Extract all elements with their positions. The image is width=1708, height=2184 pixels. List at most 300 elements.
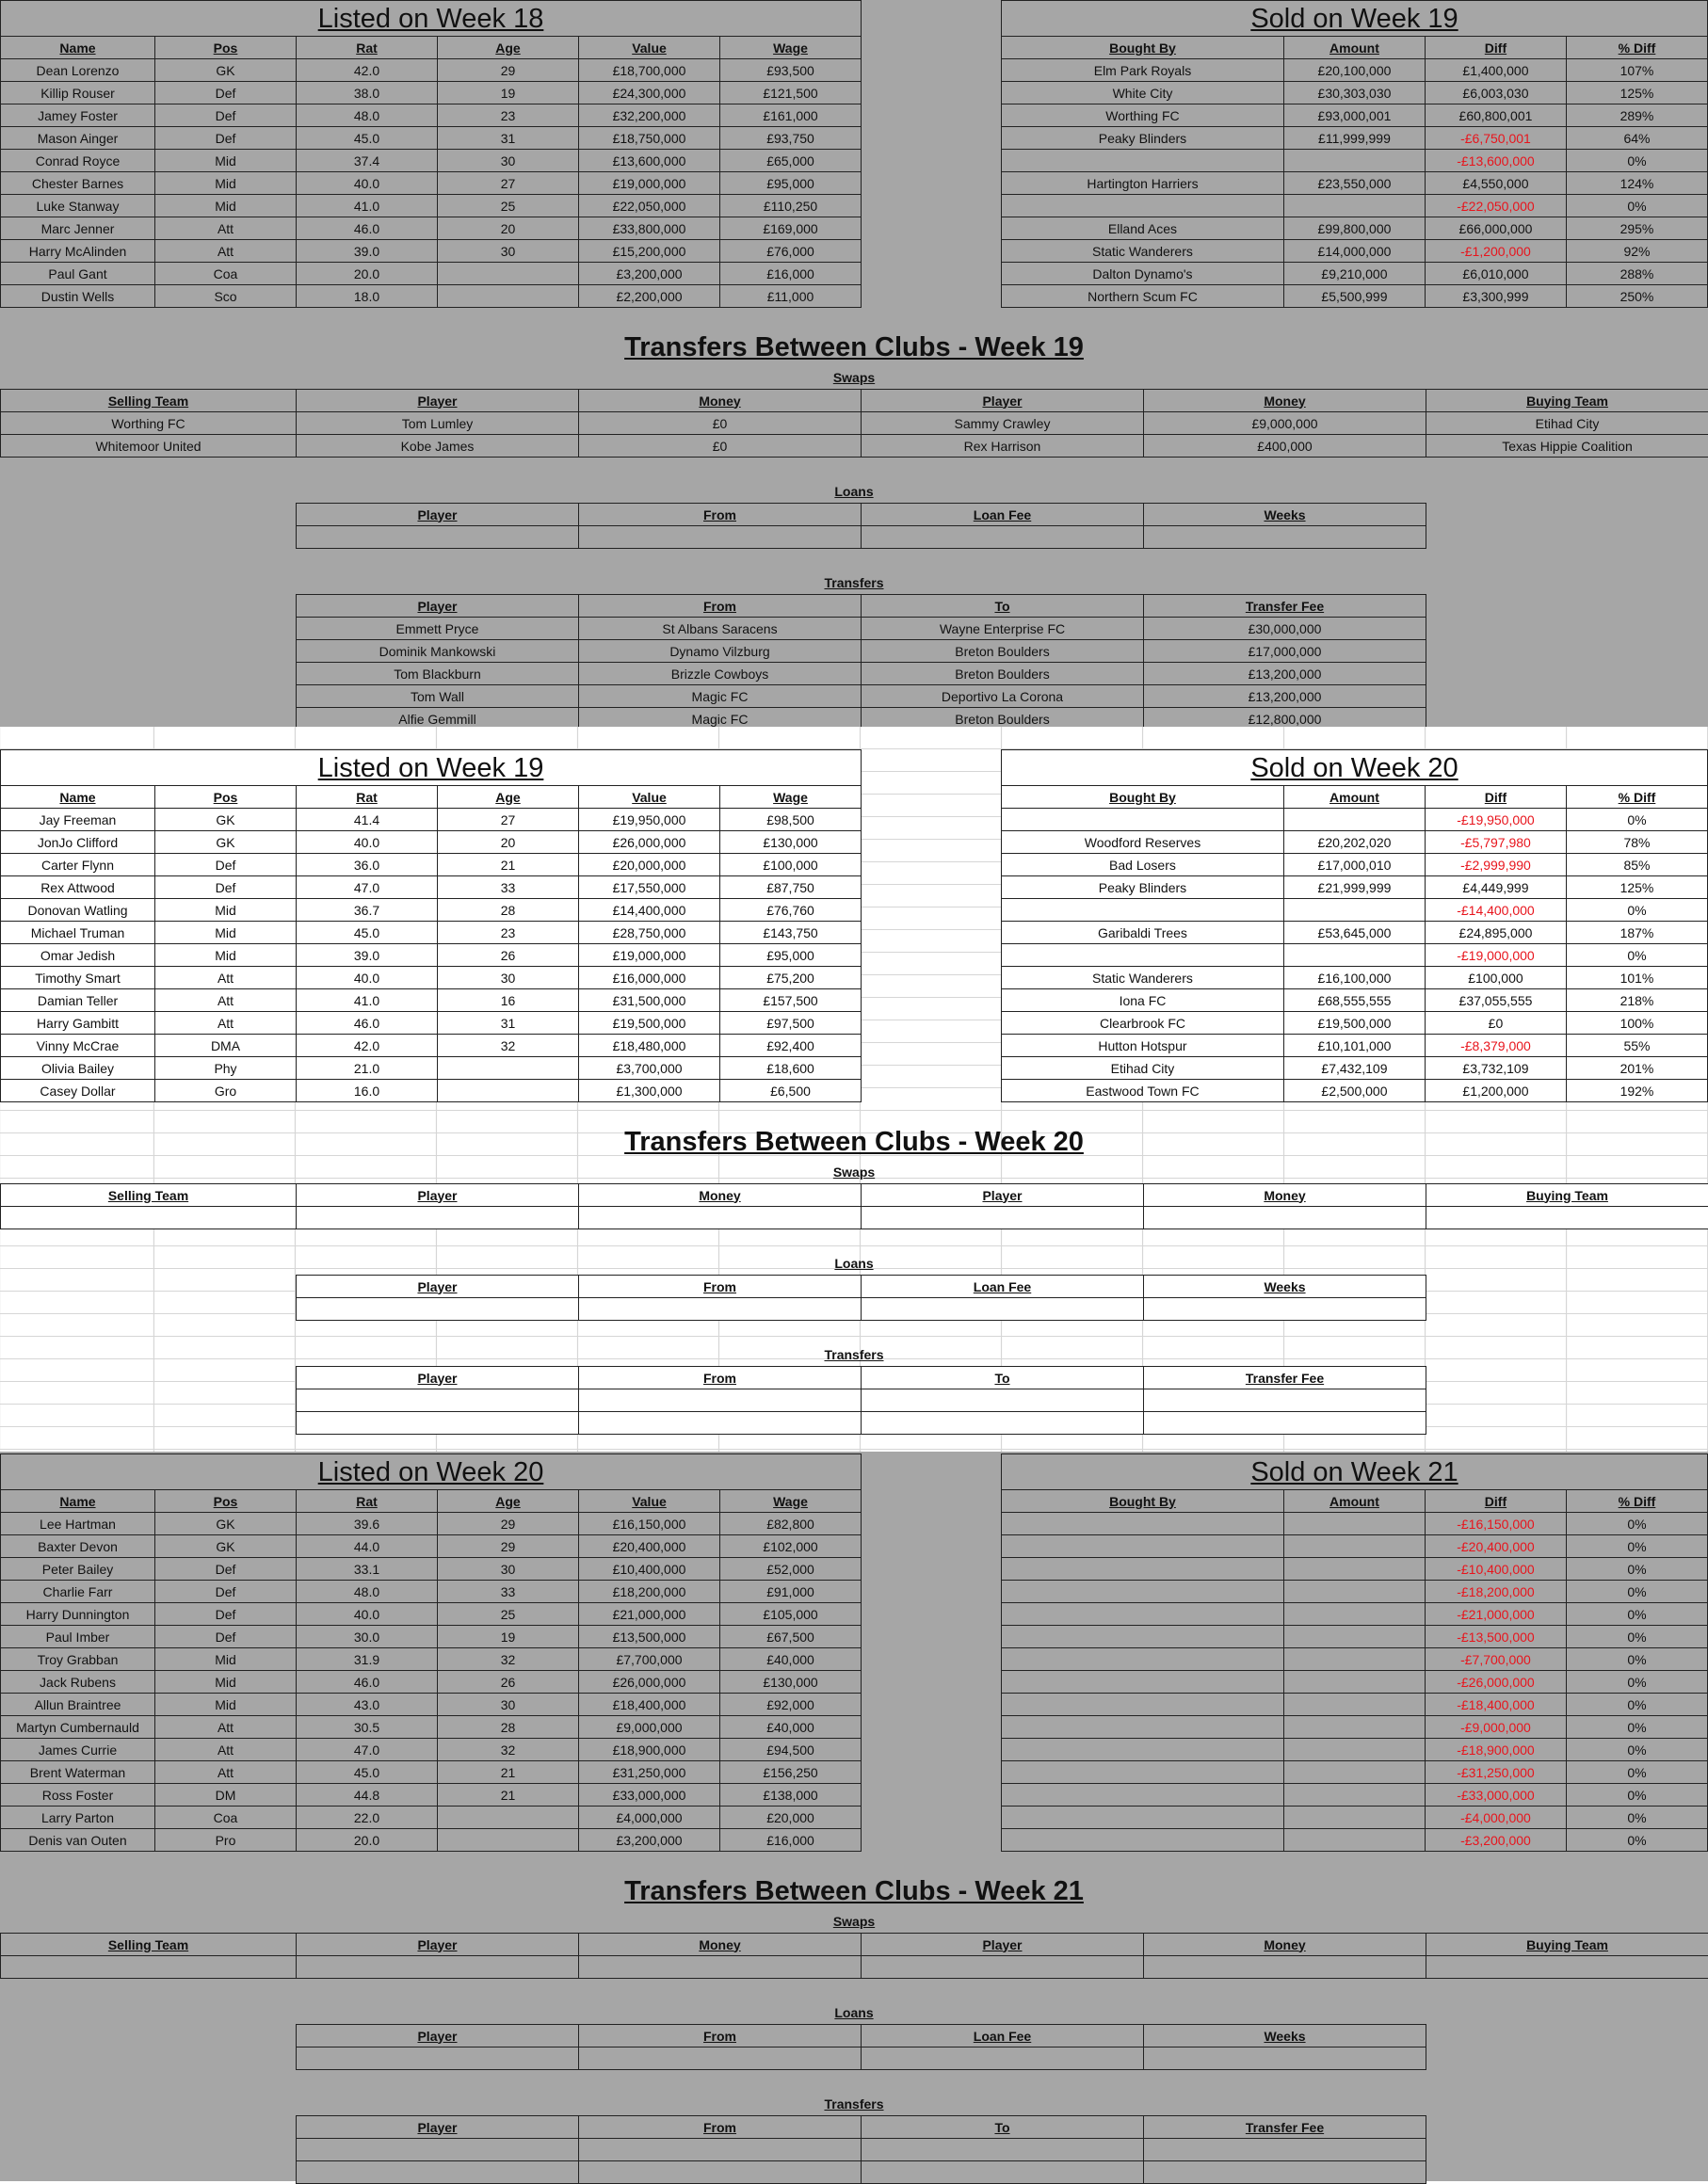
column-header[interactable] <box>720 1490 862 1513</box>
table-cell[interactable]: 289% <box>1566 104 1707 127</box>
table-cell[interactable]: -£8,379,000 <box>1425 1035 1566 1057</box>
table-cell[interactable]: Martyn Cumbernauld <box>1 1716 155 1739</box>
table-cell[interactable]: Sammy Crawley <box>862 412 1144 435</box>
table-cell[interactable]: 30 <box>438 967 579 989</box>
table-cell[interactable]: £16,000,000 <box>579 967 720 989</box>
table-cell[interactable]: £400,000 <box>1144 435 1426 458</box>
table-cell[interactable] <box>1426 1207 1708 1229</box>
table-cell[interactable] <box>1144 2139 1426 2161</box>
table-cell[interactable] <box>1001 1558 1283 1581</box>
table-cell[interactable]: 78% <box>1566 831 1707 854</box>
table-cell[interactable]: £91,000 <box>720 1581 862 1603</box>
table-cell[interactable]: -£18,900,000 <box>1425 1739 1566 1761</box>
table-cell[interactable]: 0% <box>1566 1603 1707 1626</box>
table-cell[interactable]: £67,500 <box>720 1626 862 1648</box>
table-cell[interactable] <box>1 1956 297 1979</box>
column-header[interactable] <box>155 37 297 59</box>
table-cell[interactable] <box>579 526 862 549</box>
table-cell[interactable]: 30.5 <box>297 1716 438 1739</box>
table-cell[interactable]: Att <box>155 217 297 240</box>
table-cell[interactable]: 0% <box>1566 1739 1707 1761</box>
table-cell[interactable]: 33 <box>438 876 579 899</box>
table-cell[interactable] <box>1283 809 1425 831</box>
table-cell[interactable]: GK <box>155 1513 297 1535</box>
table-cell[interactable]: £18,700,000 <box>579 59 720 82</box>
table-cell[interactable]: Whitemoor United <box>1 435 297 458</box>
table-cell[interactable]: White City <box>1001 82 1283 104</box>
column-header[interactable] <box>862 2116 1144 2139</box>
table-cell[interactable]: 201% <box>1566 1057 1707 1080</box>
column-header[interactable] <box>1566 37 1707 59</box>
table-cell[interactable]: Tom Wall <box>297 685 579 708</box>
table-cell[interactable]: 19 <box>438 1626 579 1648</box>
table-cell[interactable] <box>1001 150 1283 172</box>
table-cell[interactable]: 23 <box>438 104 579 127</box>
table-cell[interactable]: Brent Waterman <box>1 1761 155 1784</box>
table-cell[interactable] <box>1283 1648 1425 1671</box>
table-cell[interactable] <box>1001 1535 1283 1558</box>
table-cell[interactable] <box>1283 1558 1425 1581</box>
table-cell[interactable]: £156,250 <box>720 1761 862 1784</box>
table-cell[interactable]: £18,600 <box>720 1057 862 1080</box>
column-header[interactable] <box>438 1490 579 1513</box>
table-cell[interactable] <box>862 2139 1144 2161</box>
table-cell[interactable]: £82,800 <box>720 1513 862 1535</box>
table-cell[interactable]: Def <box>155 1558 297 1581</box>
table-cell[interactable] <box>1144 1298 1426 1321</box>
table-cell[interactable]: £16,000 <box>720 263 862 285</box>
table-cell[interactable]: 31 <box>438 1012 579 1035</box>
table-cell[interactable]: 41.0 <box>297 989 438 1012</box>
table-cell[interactable] <box>862 1389 1144 1412</box>
column-header[interactable] <box>862 595 1144 618</box>
table-cell[interactable]: Paul Gant <box>1 263 155 285</box>
table-cell[interactable]: Bad Losers <box>1001 854 1283 876</box>
table-cell[interactable]: 33 <box>438 1581 579 1603</box>
table-cell[interactable]: £169,000 <box>720 217 862 240</box>
table-cell[interactable]: £16,100,000 <box>1283 967 1425 989</box>
table-cell[interactable]: 29 <box>438 1535 579 1558</box>
table-cell[interactable]: Woodford Reserves <box>1001 831 1283 854</box>
table-cell[interactable]: £0 <box>579 412 862 435</box>
table-cell[interactable]: Harry McAlinden <box>1 240 155 263</box>
table-cell[interactable]: Rex Harrison <box>862 435 1144 458</box>
column-header[interactable] <box>297 390 579 412</box>
table-cell[interactable]: 18.0 <box>297 285 438 308</box>
table-cell[interactable]: 0% <box>1566 1626 1707 1648</box>
table-cell[interactable]: £10,400,000 <box>579 1558 720 1581</box>
table-cell[interactable]: -£1,200,000 <box>1425 240 1566 263</box>
table-cell[interactable]: 16.0 <box>297 1080 438 1102</box>
table-cell[interactable]: 30 <box>438 1558 579 1581</box>
table-cell[interactable]: Iona FC <box>1001 989 1283 1012</box>
column-header[interactable] <box>1426 390 1708 412</box>
table-cell[interactable] <box>1001 899 1283 922</box>
table-cell[interactable]: £30,000,000 <box>1144 618 1426 640</box>
table-cell[interactable]: £18,480,000 <box>579 1035 720 1057</box>
table-cell[interactable]: Jamey Foster <box>1 104 155 127</box>
table-cell[interactable]: £20,202,020 <box>1283 831 1425 854</box>
column-header[interactable] <box>297 1490 438 1513</box>
table-cell[interactable]: £4,550,000 <box>1425 172 1566 195</box>
table-cell[interactable]: Mid <box>155 172 297 195</box>
table-cell[interactable] <box>579 2048 862 2070</box>
table-cell[interactable]: 27 <box>438 172 579 195</box>
table-cell[interactable]: 21.0 <box>297 1057 438 1080</box>
table-cell[interactable]: 29 <box>438 59 579 82</box>
column-header[interactable] <box>1566 1490 1707 1513</box>
table-cell[interactable]: Static Wanderers <box>1001 240 1283 263</box>
table-cell[interactable]: 125% <box>1566 82 1707 104</box>
table-cell[interactable]: £17,000,000 <box>1144 640 1426 663</box>
table-cell[interactable]: 20 <box>438 831 579 854</box>
table-cell[interactable]: 38.0 <box>297 82 438 104</box>
table-cell[interactable]: 124% <box>1566 172 1707 195</box>
table-cell[interactable]: 47.0 <box>297 876 438 899</box>
table-cell[interactable]: £110,250 <box>720 195 862 217</box>
column-header[interactable] <box>1283 1490 1425 1513</box>
table-cell[interactable]: 0% <box>1566 1558 1707 1581</box>
table-cell[interactable]: 44.0 <box>297 1535 438 1558</box>
table-cell[interactable]: -£16,150,000 <box>1425 1513 1566 1535</box>
table-cell[interactable]: 101% <box>1566 967 1707 989</box>
column-header[interactable] <box>1144 2116 1426 2139</box>
table-cell[interactable]: £30,303,030 <box>1283 82 1425 104</box>
table-cell[interactable] <box>1283 899 1425 922</box>
table-cell[interactable]: -£13,500,000 <box>1425 1626 1566 1648</box>
table-cell[interactable]: £24,300,000 <box>579 82 720 104</box>
table-cell[interactable]: £40,000 <box>720 1648 862 1671</box>
table-cell[interactable]: 32 <box>438 1035 579 1057</box>
table-cell[interactable]: £33,800,000 <box>579 217 720 240</box>
table-cell[interactable]: 27 <box>438 809 579 831</box>
table-cell[interactable]: 107% <box>1566 59 1707 82</box>
table-cell[interactable]: Ross Foster <box>1 1784 155 1807</box>
table-cell[interactable]: 40.0 <box>297 1603 438 1626</box>
table-cell[interactable]: Brizzle Cowboys <box>579 663 862 685</box>
column-header[interactable] <box>297 37 438 59</box>
table-cell[interactable]: 100% <box>1566 1012 1707 1035</box>
table-cell[interactable]: £26,000,000 <box>579 831 720 854</box>
table-cell[interactable]: 192% <box>1566 1080 1707 1102</box>
table-cell[interactable] <box>579 1389 862 1412</box>
table-cell[interactable]: 187% <box>1566 922 1707 944</box>
table-cell[interactable] <box>579 2139 862 2161</box>
table-cell[interactable]: Emmett Pryce <box>297 618 579 640</box>
table-cell[interactable]: £20,000 <box>720 1807 862 1829</box>
table-cell[interactable]: £31,250,000 <box>579 1761 720 1784</box>
table-cell[interactable]: £93,000,001 <box>1283 104 1425 127</box>
table-cell[interactable]: £2,500,000 <box>1283 1080 1425 1102</box>
table-cell[interactable]: Mid <box>155 195 297 217</box>
table-cell[interactable]: Timothy Smart <box>1 967 155 989</box>
table-cell[interactable]: -£5,797,980 <box>1425 831 1566 854</box>
column-header[interactable] <box>297 1367 579 1389</box>
table-cell[interactable] <box>1 1207 297 1229</box>
table-cell[interactable]: £3,300,999 <box>1425 285 1566 308</box>
table-cell[interactable]: Etihad City <box>1001 1057 1283 1080</box>
column-header[interactable] <box>579 37 720 59</box>
table-cell[interactable]: Conrad Royce <box>1 150 155 172</box>
table-cell[interactable]: Def <box>155 1626 297 1648</box>
table-cell[interactable] <box>862 1412 1144 1435</box>
table-cell[interactable]: 19 <box>438 82 579 104</box>
table-cell[interactable]: 0% <box>1566 1716 1707 1739</box>
table-cell[interactable] <box>1001 1716 1283 1739</box>
column-header[interactable] <box>862 1367 1144 1389</box>
table-cell[interactable]: Dynamo Vilzburg <box>579 640 862 663</box>
table-cell[interactable]: £10,101,000 <box>1283 1035 1425 1057</box>
table-cell[interactable]: 40.0 <box>297 967 438 989</box>
table-cell[interactable]: £1,400,000 <box>1425 59 1566 82</box>
table-cell[interactable]: 288% <box>1566 263 1707 285</box>
table-cell[interactable]: £130,000 <box>720 1671 862 1694</box>
column-header[interactable] <box>1 1934 297 1956</box>
table-cell[interactable] <box>1001 1603 1283 1626</box>
column-header[interactable] <box>297 1934 579 1956</box>
table-cell[interactable]: £100,000 <box>720 854 862 876</box>
table-cell[interactable]: £13,500,000 <box>579 1626 720 1648</box>
table-cell[interactable]: £3,732,109 <box>1425 1057 1566 1080</box>
table-cell[interactable]: 48.0 <box>297 104 438 127</box>
table-cell[interactable]: 39.0 <box>297 240 438 263</box>
table-cell[interactable]: £94,500 <box>720 1739 862 1761</box>
column-header[interactable] <box>1001 1490 1283 1513</box>
table-cell[interactable]: Def <box>155 854 297 876</box>
table-cell[interactable] <box>1144 2048 1426 2070</box>
table-cell[interactable]: £161,000 <box>720 104 862 127</box>
table-cell[interactable]: 20.0 <box>297 1829 438 1852</box>
table-cell[interactable]: Denis van Outen <box>1 1829 155 1852</box>
table-cell[interactable]: Hutton Hotspur <box>1001 1035 1283 1057</box>
table-cell[interactable]: £65,000 <box>720 150 862 172</box>
table-cell[interactable] <box>1283 1535 1425 1558</box>
table-cell[interactable]: £19,000,000 <box>579 172 720 195</box>
column-header[interactable] <box>579 1490 720 1513</box>
table-cell[interactable]: Harry Gambitt <box>1 1012 155 1035</box>
table-cell[interactable]: £93,750 <box>720 127 862 150</box>
table-cell[interactable] <box>862 526 1144 549</box>
column-header[interactable] <box>579 1934 862 1956</box>
table-cell[interactable] <box>1283 1761 1425 1784</box>
table-cell[interactable]: 92% <box>1566 240 1707 263</box>
table-cell[interactable]: £16,150,000 <box>579 1513 720 1535</box>
table-cell[interactable]: £22,050,000 <box>579 195 720 217</box>
table-cell[interactable]: 0% <box>1566 1581 1707 1603</box>
table-cell[interactable]: Alfie Gemmill <box>297 708 579 731</box>
table-cell[interactable] <box>1283 1671 1425 1694</box>
table-cell[interactable]: 0% <box>1566 1535 1707 1558</box>
table-cell[interactable] <box>1283 1603 1425 1626</box>
table-cell[interactable] <box>1144 1412 1426 1435</box>
table-cell[interactable] <box>862 1298 1144 1321</box>
table-cell[interactable]: 39.0 <box>297 944 438 967</box>
table-cell[interactable] <box>1001 195 1283 217</box>
table-cell[interactable] <box>1283 1626 1425 1648</box>
table-cell[interactable]: Harry Dunnington <box>1 1603 155 1626</box>
table-cell[interactable]: £66,000,000 <box>1425 217 1566 240</box>
table-cell[interactable]: Donovan Watling <box>1 899 155 922</box>
table-cell[interactable]: Mid <box>155 1648 297 1671</box>
table-cell[interactable]: Peaky Blinders <box>1001 876 1283 899</box>
table-cell[interactable]: 125% <box>1566 876 1707 899</box>
table-cell[interactable]: 0% <box>1566 195 1707 217</box>
column-header[interactable] <box>438 37 579 59</box>
table-cell[interactable]: 25 <box>438 195 579 217</box>
table-cell[interactable]: £2,200,000 <box>579 285 720 308</box>
table-cell[interactable]: 21 <box>438 1784 579 1807</box>
table-cell[interactable]: Carter Flynn <box>1 854 155 876</box>
table-cell[interactable] <box>862 1956 1144 1979</box>
table-cell[interactable]: £3,200,000 <box>579 1829 720 1852</box>
table-cell[interactable]: 22.0 <box>297 1807 438 1829</box>
table-cell[interactable]: -£26,000,000 <box>1425 1671 1566 1694</box>
table-cell[interactable] <box>1001 1739 1283 1761</box>
table-cell[interactable]: 25 <box>438 1603 579 1626</box>
table-cell[interactable] <box>297 1389 579 1412</box>
table-cell[interactable]: £87,750 <box>720 876 862 899</box>
table-cell[interactable] <box>1144 1207 1426 1229</box>
column-header[interactable] <box>862 1184 1144 1207</box>
table-cell[interactable]: £20,400,000 <box>579 1535 720 1558</box>
column-header[interactable] <box>579 390 862 412</box>
table-cell[interactable]: 40.0 <box>297 831 438 854</box>
table-cell[interactable]: 26 <box>438 944 579 967</box>
table-cell[interactable] <box>1001 1761 1283 1784</box>
table-cell[interactable]: Deportivo La Corona <box>862 685 1144 708</box>
table-cell[interactable]: £28,750,000 <box>579 922 720 944</box>
table-cell[interactable]: GK <box>155 809 297 831</box>
table-cell[interactable]: Mid <box>155 1694 297 1716</box>
column-header[interactable] <box>720 37 862 59</box>
table-cell[interactable] <box>1144 1956 1426 1979</box>
table-cell[interactable]: £93,500 <box>720 59 862 82</box>
table-cell[interactable]: Dustin Wells <box>1 285 155 308</box>
table-cell[interactable] <box>1001 944 1283 967</box>
table-cell[interactable]: 55% <box>1566 1035 1707 1057</box>
column-header[interactable] <box>579 504 862 526</box>
table-cell[interactable]: £19,000,000 <box>579 944 720 967</box>
table-cell[interactable]: 0% <box>1566 1671 1707 1694</box>
table-cell[interactable] <box>438 1807 579 1829</box>
column-header[interactable] <box>1144 1367 1426 1389</box>
table-cell[interactable] <box>579 1298 862 1321</box>
table-cell[interactable]: -£19,950,000 <box>1425 809 1566 831</box>
table-cell[interactable]: £105,000 <box>720 1603 862 1626</box>
table-cell[interactable]: Def <box>155 1581 297 1603</box>
table-cell[interactable]: DM <box>155 1784 297 1807</box>
table-cell[interactable]: Def <box>155 876 297 899</box>
table-cell[interactable]: £24,895,000 <box>1425 922 1566 944</box>
table-cell[interactable] <box>1144 1389 1426 1412</box>
table-cell[interactable]: -£21,000,000 <box>1425 1603 1566 1626</box>
table-cell[interactable]: Charlie Farr <box>1 1581 155 1603</box>
table-cell[interactable]: Omar Jedish <box>1 944 155 967</box>
table-cell[interactable]: £9,210,000 <box>1283 263 1425 285</box>
table-cell[interactable]: 20 <box>438 217 579 240</box>
table-cell[interactable]: -£6,750,001 <box>1425 127 1566 150</box>
column-header[interactable] <box>1 1184 297 1207</box>
column-header[interactable] <box>862 2025 1144 2048</box>
table-cell[interactable] <box>1283 1581 1425 1603</box>
table-cell[interactable]: 47.0 <box>297 1739 438 1761</box>
table-cell[interactable] <box>1283 1694 1425 1716</box>
table-cell[interactable] <box>297 1956 579 1979</box>
table-cell[interactable]: £0 <box>1425 1012 1566 1035</box>
table-cell[interactable]: 64% <box>1566 127 1707 150</box>
table-cell[interactable]: £18,750,000 <box>579 127 720 150</box>
table-cell[interactable] <box>1283 1513 1425 1535</box>
table-cell[interactable]: £6,500 <box>720 1080 862 1102</box>
column-header[interactable] <box>297 786 438 809</box>
table-cell[interactable]: 40.0 <box>297 172 438 195</box>
table-cell[interactable]: GK <box>155 59 297 82</box>
table-cell[interactable]: Dominik Mankowski <box>297 640 579 663</box>
table-cell[interactable]: Luke Stanway <box>1 195 155 217</box>
table-cell[interactable]: Michael Truman <box>1 922 155 944</box>
table-cell[interactable]: DMA <box>155 1035 297 1057</box>
table-cell[interactable]: £33,000,000 <box>579 1784 720 1807</box>
table-cell[interactable] <box>297 1412 579 1435</box>
table-cell[interactable]: -£19,000,000 <box>1425 944 1566 967</box>
table-cell[interactable]: Pro <box>155 1829 297 1852</box>
column-header[interactable] <box>862 1934 1144 1956</box>
table-cell[interactable]: £20,000,000 <box>579 854 720 876</box>
table-cell[interactable]: Larry Parton <box>1 1807 155 1829</box>
table-cell[interactable]: Att <box>155 1012 297 1035</box>
table-cell[interactable]: £138,000 <box>720 1784 862 1807</box>
table-cell[interactable]: 41.0 <box>297 195 438 217</box>
table-cell[interactable]: 39.6 <box>297 1513 438 1535</box>
table-cell[interactable]: 45.0 <box>297 127 438 150</box>
table-cell[interactable]: Breton Boulders <box>862 640 1144 663</box>
table-cell[interactable]: £5,500,999 <box>1283 285 1425 308</box>
column-header[interactable] <box>579 1276 862 1298</box>
table-cell[interactable] <box>579 1207 862 1229</box>
table-cell[interactable]: Magic FC <box>579 708 862 731</box>
table-cell[interactable]: Allun Braintree <box>1 1694 155 1716</box>
table-cell[interactable]: £11,000 <box>720 285 862 308</box>
table-cell[interactable]: 42.0 <box>297 1035 438 1057</box>
table-cell[interactable] <box>438 1829 579 1852</box>
table-cell[interactable]: James Currie <box>1 1739 155 1761</box>
table-cell[interactable]: Def <box>155 127 297 150</box>
table-cell[interactable]: 28 <box>438 899 579 922</box>
table-cell[interactable]: Def <box>155 82 297 104</box>
table-cell[interactable]: Sco <box>155 285 297 308</box>
column-header[interactable] <box>1144 390 1426 412</box>
table-cell[interactable]: Etihad City <box>1426 412 1708 435</box>
table-cell[interactable]: 0% <box>1566 944 1707 967</box>
table-cell[interactable] <box>1283 150 1425 172</box>
table-cell[interactable]: Clearbrook FC <box>1001 1012 1283 1035</box>
table-cell[interactable] <box>438 1057 579 1080</box>
column-header[interactable] <box>155 1490 297 1513</box>
column-header[interactable] <box>155 786 297 809</box>
table-cell[interactable]: £14,400,000 <box>579 899 720 922</box>
table-cell[interactable]: 0% <box>1566 899 1707 922</box>
table-cell[interactable]: £15,200,000 <box>579 240 720 263</box>
table-cell[interactable]: £21,999,999 <box>1283 876 1425 899</box>
table-cell[interactable]: Worthing FC <box>1 412 297 435</box>
table-cell[interactable]: £76,000 <box>720 240 862 263</box>
table-cell[interactable]: -£22,050,000 <box>1425 195 1566 217</box>
table-cell[interactable]: Kobe James <box>297 435 579 458</box>
table-cell[interactable]: £12,800,000 <box>1144 708 1426 731</box>
table-cell[interactable]: £157,500 <box>720 989 862 1012</box>
table-cell[interactable]: 46.0 <box>297 217 438 240</box>
table-cell[interactable] <box>297 526 579 549</box>
